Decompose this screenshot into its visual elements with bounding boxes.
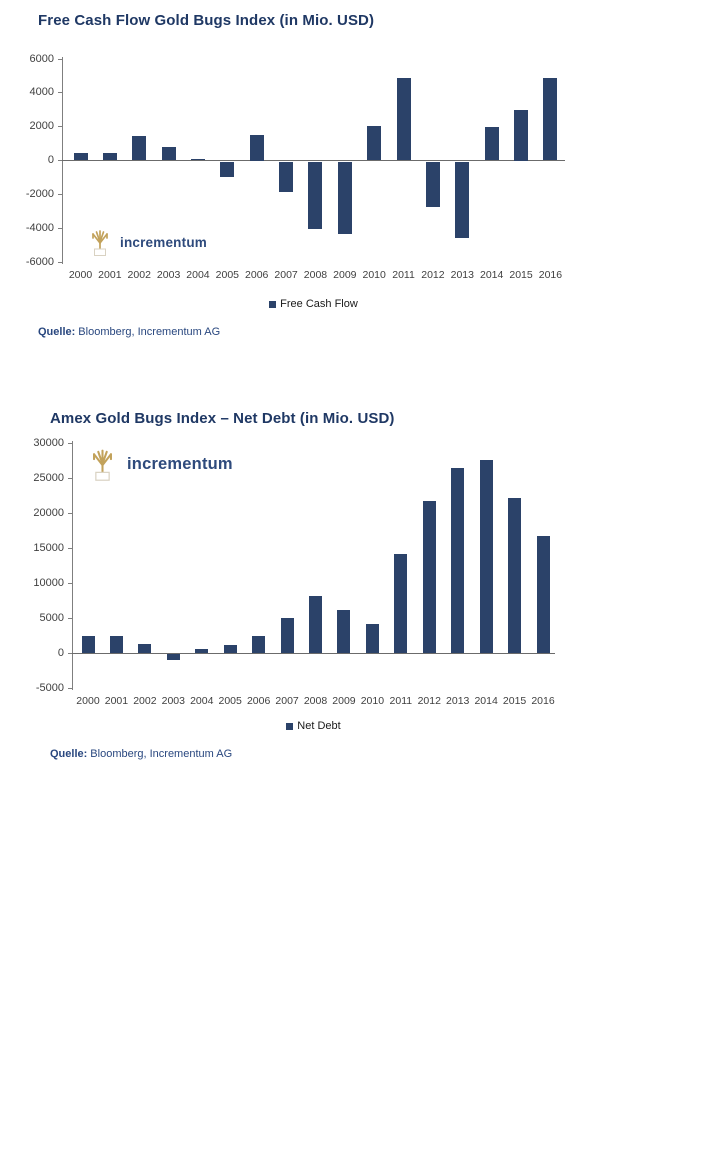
bar-2002 xyxy=(132,136,146,161)
x-tick-label-2011: 2011 xyxy=(392,269,415,281)
x-tick-label-2012: 2012 xyxy=(417,695,441,707)
y-tick-label-4000: 4000 xyxy=(29,86,54,99)
bar-2004 xyxy=(195,649,208,653)
bar-2009 xyxy=(338,162,352,235)
x-tick-label-2007: 2007 xyxy=(275,695,299,707)
y-tick-label--4000: -4000 xyxy=(25,221,54,234)
y-tick-label-15000: 15000 xyxy=(33,541,64,554)
source-text: Bloomberg, Incrementum AG xyxy=(90,748,233,760)
bar-2014 xyxy=(480,460,493,653)
y-tick-label-25000: 25000 xyxy=(33,471,64,484)
x-tick-label-2008: 2008 xyxy=(303,269,328,281)
bar-2008 xyxy=(308,162,322,230)
bar-2004 xyxy=(191,159,205,160)
y-tick-mark xyxy=(68,513,72,514)
x-tick-label-2004: 2004 xyxy=(190,695,214,707)
bar-2013 xyxy=(455,162,469,238)
x-tick-label-2013: 2013 xyxy=(450,269,474,281)
x-tick-label-2003: 2003 xyxy=(156,269,181,281)
bar-2001 xyxy=(103,153,117,161)
bar-2007 xyxy=(279,162,293,192)
y-tick-label--5000: -5000 xyxy=(35,681,64,694)
x-tick-label-2009: 2009 xyxy=(333,269,357,281)
x-tick-label-2005: 2005 xyxy=(218,695,242,707)
x-tick-label-2006: 2006 xyxy=(246,695,271,707)
bar-2005 xyxy=(224,645,237,653)
y-tick-label-5000: 5000 xyxy=(39,611,64,624)
source-label: Quelle: xyxy=(50,748,88,760)
x-tick-label-2010: 2010 xyxy=(362,269,386,281)
legend-swatch-icon xyxy=(269,301,276,308)
y-tick-label-6000: 6000 xyxy=(29,52,54,65)
bar-2010 xyxy=(366,624,379,653)
incrementum-logo xyxy=(88,229,207,256)
x-tick-label-2011: 2011 xyxy=(389,695,413,707)
x-tick-label-2000: 2000 xyxy=(76,695,100,707)
x-tick-label-2016: 2016 xyxy=(538,269,563,281)
y-tick-label-2000: 2000 xyxy=(29,120,54,133)
chart-title: Amex Gold Bugs Index – Net Debt (in Mio. USD) xyxy=(50,410,395,427)
x-tick-label-2002: 2002 xyxy=(127,269,151,281)
y-tick-mark xyxy=(68,618,72,619)
y-tick-mark xyxy=(68,548,72,549)
bar-2013 xyxy=(451,468,464,653)
bar-2011 xyxy=(397,78,411,160)
legend-label: Net Debt xyxy=(297,720,341,732)
x-tick-label-2012: 2012 xyxy=(421,269,445,281)
y-tick-label-20000: 20000 xyxy=(33,506,64,519)
bar-2015 xyxy=(508,498,521,653)
source-label: Quelle: xyxy=(38,326,76,338)
bar-2005 xyxy=(220,162,234,177)
logo-wordmark: incrementum xyxy=(120,235,207,250)
x-tick-label-2001: 2001 xyxy=(98,269,122,281)
y-tick-mark xyxy=(68,583,72,584)
logo-wordmark: incrementum xyxy=(127,455,233,473)
x-tick-label-2000: 2000 xyxy=(68,269,93,281)
bar-2000 xyxy=(82,636,95,654)
legend-swatch-icon xyxy=(286,723,293,730)
y-tick-label-30000: 30000 xyxy=(33,436,64,449)
source-line xyxy=(50,748,232,760)
source-line xyxy=(38,326,220,338)
y-tick-label-0: 0 xyxy=(47,154,54,166)
y-tick-mark xyxy=(58,194,62,195)
x-tick-label-2008: 2008 xyxy=(303,695,328,707)
bar-2016 xyxy=(537,536,550,653)
x-tick-label-2014: 2014 xyxy=(474,695,498,707)
bar-2009 xyxy=(337,610,350,653)
x-tick-label-2009: 2009 xyxy=(332,695,356,707)
y-tick-mark xyxy=(58,92,62,93)
bar-2008 xyxy=(309,596,322,653)
incrementum-logo xyxy=(88,448,233,481)
bar-2002 xyxy=(138,644,151,653)
y-tick-mark xyxy=(68,478,72,479)
y-tick-label-0: 0 xyxy=(57,646,64,659)
bar-2014 xyxy=(485,127,499,161)
x-tick-label-2004: 2004 xyxy=(186,269,210,281)
y-tick-mark xyxy=(58,262,62,263)
bar-2001 xyxy=(110,636,123,654)
legend-label: Free Cash Flow xyxy=(280,298,358,310)
x-tick-label-2015: 2015 xyxy=(502,695,527,707)
legend xyxy=(62,298,565,310)
y-tick-mark xyxy=(68,443,72,444)
x-tick-label-2006: 2006 xyxy=(245,269,269,281)
tree-icon xyxy=(88,448,117,481)
bar-2000 xyxy=(74,153,88,161)
tree-icon xyxy=(88,229,112,256)
bar-2012 xyxy=(426,162,440,208)
x-tick-label-2010: 2010 xyxy=(360,695,385,707)
x-tick-label-2003: 2003 xyxy=(161,695,185,707)
y-tick-label--2000: -2000 xyxy=(25,187,54,200)
bar-2003 xyxy=(162,147,176,161)
legend xyxy=(72,720,555,732)
x-tick-label-2014: 2014 xyxy=(479,269,504,281)
x-tick-label-2007: 2007 xyxy=(274,269,298,281)
y-tick-mark xyxy=(58,126,62,127)
x-tick-label-2005: 2005 xyxy=(215,269,240,281)
source-text: Bloomberg, Incrementum AG xyxy=(78,326,221,338)
x-tick-label-2001: 2001 xyxy=(104,695,129,707)
y-tick-mark xyxy=(58,228,62,229)
bar-2015 xyxy=(514,110,528,161)
y-tick-mark xyxy=(58,59,62,60)
bar-2011 xyxy=(394,554,407,653)
bar-2016 xyxy=(543,78,557,161)
y-tick-mark xyxy=(68,688,72,689)
x-tick-label-2013: 2013 xyxy=(446,695,470,707)
chart-title: Free Cash Flow Gold Bugs Index (in Mio. USD) xyxy=(38,12,375,29)
bar-2012 xyxy=(423,501,436,653)
bar-2003 xyxy=(167,654,180,660)
x-tick-label-2015: 2015 xyxy=(509,269,533,281)
bar-2006 xyxy=(252,636,265,654)
y-tick-label-10000: 10000 xyxy=(33,576,64,589)
bar-2006 xyxy=(250,135,264,160)
y-tick-label--6000: -6000 xyxy=(25,255,54,268)
bar-2010 xyxy=(367,126,381,161)
bar-2007 xyxy=(281,618,294,653)
x-tick-label-2002: 2002 xyxy=(133,695,157,707)
x-tick-label-2016: 2016 xyxy=(531,695,555,707)
